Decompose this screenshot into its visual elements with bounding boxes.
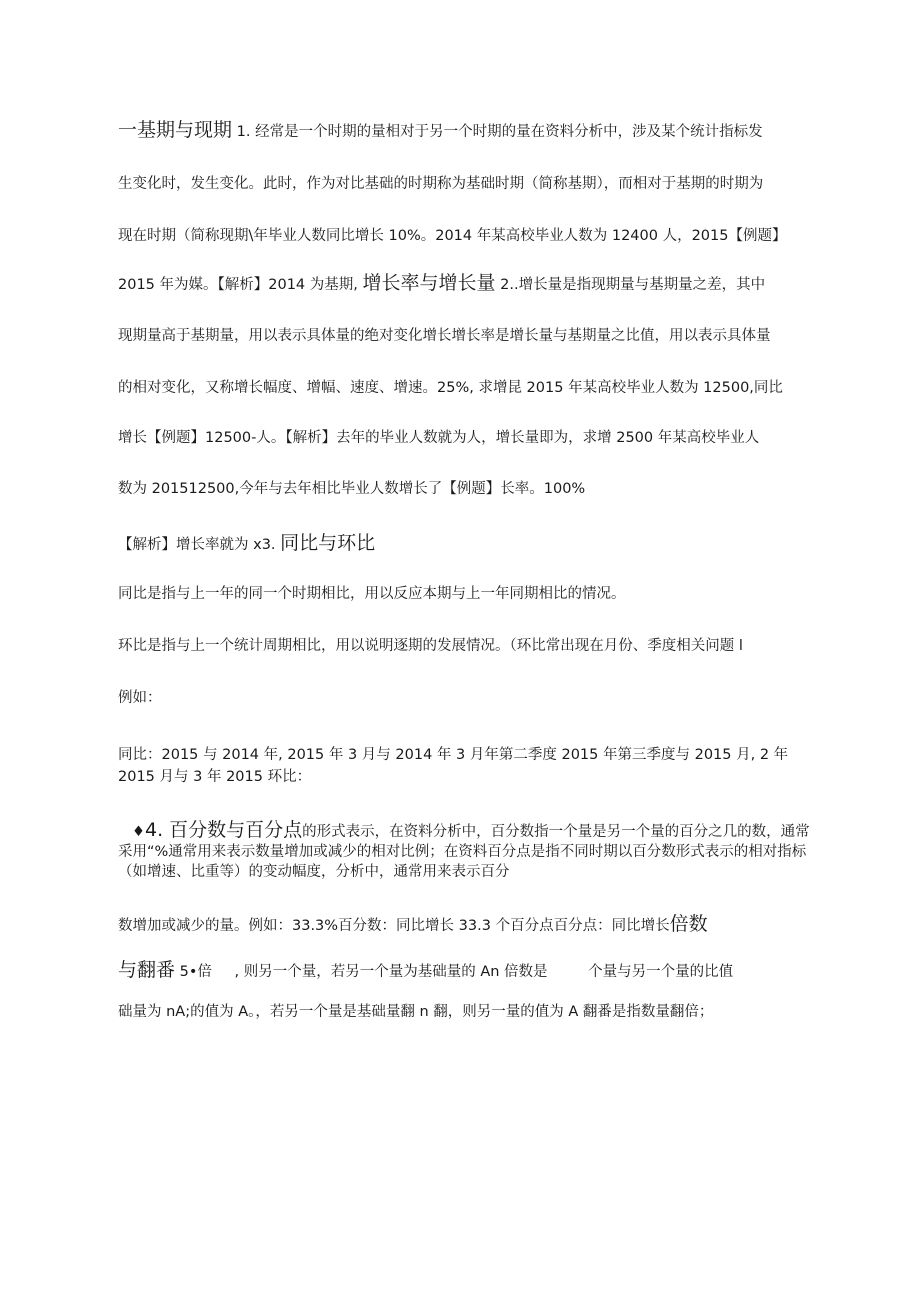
line-9 (118, 533, 375, 555)
line-15-before: 数增加或减少的量。例如：33.3%百分数：同比增长 33.3 个百分点百分点：同比增长 (118, 918, 670, 934)
line-4-before: 2015 年为媒。【解析】2014 为基期, (118, 277, 358, 293)
line-16-b: 个量与另一个量的比值 (588, 964, 734, 980)
heading-base-period: 一基期与现期 (118, 119, 233, 141)
heading-multiple: 倍数 (669, 913, 708, 935)
line-2: 生变化时，发生变化。此时，作为对比基础的时期称为基础时期（简称基期），而相对于基期的时期为 (118, 176, 764, 192)
line-9-before: 【解析】增长率就为 x3. (118, 537, 276, 553)
line-10: 同比是指与上一年的同一个时期相比，用以反应本期与上一年同期相比的情况。 (118, 586, 626, 602)
paragraph-percent-text: 的形式表示，在资料分析中，百分数指一个量是另一个量的百分之几的数，通常采用“%通常用来表示数量增加或减少的相对比例；在资料百分点是指不同时期以百分数形式表示的相对指标（如增速、比重等）的变动幅度，分析中，通常用来表示百分 (118, 824, 810, 880)
line-17: 础量为 nA;的值为 A。，若另一个量是基础量翻 n 翻，则另一量的值为 A 翻番是指数量翻倍； (118, 1004, 714, 1020)
line-14: 2015 月与 3 年 2015 环比： (118, 769, 312, 785)
line-3: 现在时期（简称现期\年毕业人数同比增长 10%。2014 年某高校毕业人数为 12400 人，2015【例题】 (118, 228, 787, 244)
line-11: 环比是指与上一个统计周期相比，用以说明逐期的发展情况。（环比常出现在月份、季度相关问题 l (118, 638, 743, 654)
line-6: 的相对变化，又称增长幅度、增幅、速度、增速。25%, 求增昆 2015 年某高校毕业人数为 12500,同比 (118, 380, 783, 396)
line-1-text: 1. 经常是一个时期的量相对于另一个时期的量在资料分析中，涉及某个统计指标发 (236, 124, 763, 140)
line-5: 现期量高于基期量，用以表示具体量的绝对变化增长增长率是增长量与基期量之比值，用以表示具体量 (118, 328, 771, 344)
line-4-after: 2..增长量是指现期量与基期量之差，其中 (500, 277, 766, 293)
line-16 (118, 960, 733, 982)
line-16-num: 5•倍 (179, 964, 212, 980)
line-8: 数为 201512500,今年与去年相比毕业人数增长了【例题】长率。100% (118, 481, 586, 497)
line-13: 同比：2015 与 2014 年, 2015 年 3 月与 2014 年 3 月年第二季度 2015 年第三季度与 2015 月, 2 年 (118, 747, 789, 763)
paragraph-percent (118, 820, 818, 882)
line-1 (118, 120, 763, 142)
line-7: 增长【例题】12500-人。【解析】去年的毕业人数就为人，增长量即为，求增 2500 年某高校毕业人 (118, 430, 760, 446)
line-15 (118, 914, 708, 936)
heading-growth: 增长率与增长量 (362, 272, 496, 294)
heading-yoy-mom: 同比与环比 (280, 532, 376, 554)
bullet-icon: ♦ (132, 824, 145, 840)
line-16-a: , 则另一个量，若另一个量为基础量的 An 倍数是 (234, 964, 548, 980)
heading-percent: 4. 百分数与百分点 (145, 819, 303, 841)
line-4 (118, 273, 765, 295)
heading-doubling: 与翻番 (118, 959, 176, 981)
line-12: 例如： (118, 690, 162, 706)
